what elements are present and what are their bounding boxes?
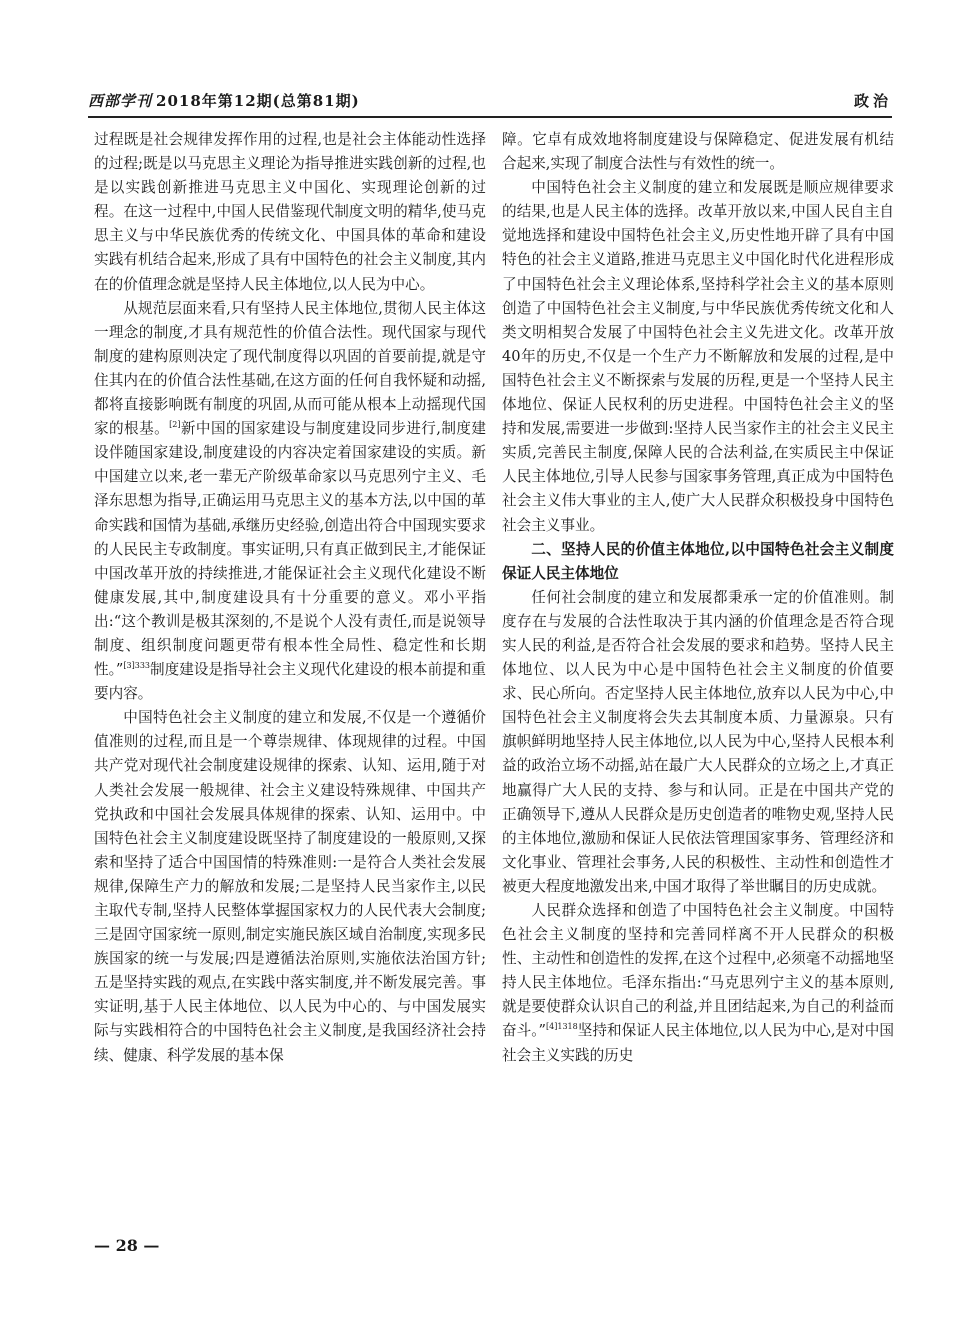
journal-info bbox=[88, 90, 360, 111]
citation: [2] bbox=[169, 420, 181, 430]
paragraph-text: 制度建设是指导社会主义现代化建设的根本前提和重要内容。 bbox=[94, 661, 486, 703]
paragraph-text: 从规范层面来看,只有坚持人民主体地位,贯彻人民主体这一理念的制度,才具有规范性的价值合法性。现代国家与现代制度的建构原则决定了现代制度得以巩固的首要前提,就是守住其内在的价值合法性基础,在这方面的任何自我怀疑和动摇,都将直接影响既有制度的巩固,从而可能从根本上动摇现代国家的根基。 bbox=[94, 299, 486, 438]
journal-logo: 西部学刊 bbox=[88, 92, 153, 110]
paragraph: 过程既是社会规律发挥作用的过程,也是社会主体能动性选择的过程;既是以马克思主义理论为指导推进实践创新的过程,也是以实践创新推进马克思主义中国化、实现理论创新的过程。在这一过程中,中国人民借鉴现代制度文明的精华,使马克思主义与中华民族优秀的传统文化、中国具体的革命和建设实践有机结合起来,形成了具有中国特色的社会主义制度,其内在的价值理念就是坚持人民主体地位,以人民为中心。 bbox=[94, 131, 486, 293]
section-heading: 二、坚持人民的价值主体地位,以中国特色社会主义制度保证人民主体地位 bbox=[502, 540, 894, 582]
citation: [3]333 bbox=[123, 661, 150, 671]
paragraph-text: 新中国的国家建设与制度建设同步进行,制度建设伴随国家建设,制度建设的内容决定着国家建设的实质。新中国建立以来,老一辈无产阶级革命家以马克思列宁主义、毛泽东思想为指导,正确运用马克思主义的基本方法,以中国的革命实践和国情为基础,承继历史经验,创造出符合中国现实要求的人民民主专政制度。事实证明,只有真正做到民主,才能保证中国改革开放的持续推进,才能保证社会主义现代化建设不断健康发展,其中,制度建设具有十分重要的意义。邓小平指出:“这个教训是极其深刻的,不是说个人没有责任,而是说领导制度、组织制度问题更带有根本性全局性、稳定性和长期性。” bbox=[94, 420, 486, 679]
paragraph: 障。它卓有成效地将制度建设与保障稳定、促进发展有机结合起来,实现了制度合法性与有效性的统一。 bbox=[502, 131, 894, 173]
paragraph bbox=[94, 297, 486, 707]
issue-label: 2018年第12期(总第81期) bbox=[156, 92, 360, 110]
page-number: — 28 — bbox=[94, 1236, 160, 1255]
section-label: 政治 bbox=[853, 92, 892, 110]
running-header bbox=[88, 84, 892, 114]
right-column bbox=[502, 128, 894, 1068]
left-column bbox=[94, 128, 486, 1068]
paragraph: 任何社会制度的建立和发展都秉承一定的价值准则。制度存在与发展的合法性取决于其内涵的价值理念是否符合现实人民的利益,是否符合社会发展的要求和趋势。坚持人民主体地位、以人民为中心是中国特色社会主义制度的价值要求、民心所向。否定坚持人民主体地位,放弃以人民为中心,中国特色社会主义制度将会失去其制度本质、力量源泉。只有旗帜鲜明地坚持人民主体地位,以人民为中心,坚持人民根本利益的政治立场不动摇,站在最广大人民群众的立场之上,才真正地赢得广大人民的支持、参与和认同。正是在中国共产党的正确领导下,遵从人民群众是历史创造者的唯物史观,坚持人民的主体地位,激励和保证人民依法管理国家事务、管理经济和文化事业、管理社会事务,人民的积极性、主动性和创造性才被更大程度地激发出来,中国才取得了举世瞩目的历史成就。 bbox=[502, 588, 894, 895]
paragraph: 中国特色社会主义制度的建立和发展既是顺应规律要求的结果,也是人民主体的选择。改革开放以来,中国人民自主自觉地选择和建设中国特色社会主义,历史性地开辟了具有中国特色的社会主义道路,推进马克思主义中国化时代化进程形成了中国特色社会主义理论体系,坚持科学社会主义的基本原则创造了中国特色社会主义制度,与中华民族优秀传统文化和人类文明相契合发展了中国特色社会主义先进文化。改革开放40年的历史,不仅是一个生产力不断解放和发展的过程,是中国特色社会主义不断探索与发展的历程,更是一个坚持人民主体地位、保证人民权利的历史进程。中国特色社会主义的坚持和发展,需要进一步做到:坚持人民当家作主的社会主义民主实质,完善民主制度,保障人民的合法利益,在实质民主中保证人民主体地位,引导人民参与国家事务管理,真正成为中国特色社会主义伟大事业的主人,使广大人民群众积极投身中国特色社会主义事业。 bbox=[502, 179, 894, 534]
paragraph-text: 坚持和保证人民主体地位,以人民为中心,是对中国社会主义实践的历史 bbox=[502, 1022, 894, 1064]
citation: [4]1318 bbox=[546, 1022, 578, 1032]
paragraph-text: 人民群众选择和创造了中国特色社会主义制度。中国特色社会主义制度的坚持和完善同样离不开人民群众的积极性、主动性和创造性的发挥,在这个过程中,必须毫不动摇地坚持人民主体地位。毛泽东指出:“马克思列宁主义的基本原则,就是要使群众认识自己的利益,并且团结起来,为自己的利益而奋斗。” bbox=[502, 902, 894, 1040]
header-rule bbox=[88, 116, 892, 118]
paragraph: 中国特色社会主义制度的建立和发展,不仅是一个遵循价值准则的过程,而且是一个尊崇规律、体现规律的过程。中国共产党对现代社会制度建设规律的探索、认知、运用,随于对人类社会发展一般规律、社会主义建设特殊规律、中国共产党执政和中国社会发展具体规律的探索、认知、运用中。中国特色社会主义制度建设既坚持了制度建设的一般原则,又探索和坚持了适合中国国情的特殊准则:一是符合人类社会发展规律,保障生产力的解放和发展;二是坚持人民当家作主,以民主取代专制,坚持人民整体掌握国家权力的人民代表大会制度;三是固守国家统一原则,制定实施民族区域自治制度,实现多民族国家的统一与发展;四是遵循法治原则,实施依法治国方针;五是坚持实践的观点,在实践中落实制度,并不断发展完善。事实证明,基于人民主体地位、以人民为中心的、与中国发展实际与实践相符合的中国特色社会主义制度,是我国经济社会持续、健康、科学发展的基本保 bbox=[94, 709, 486, 1064]
paragraph bbox=[502, 899, 894, 1068]
